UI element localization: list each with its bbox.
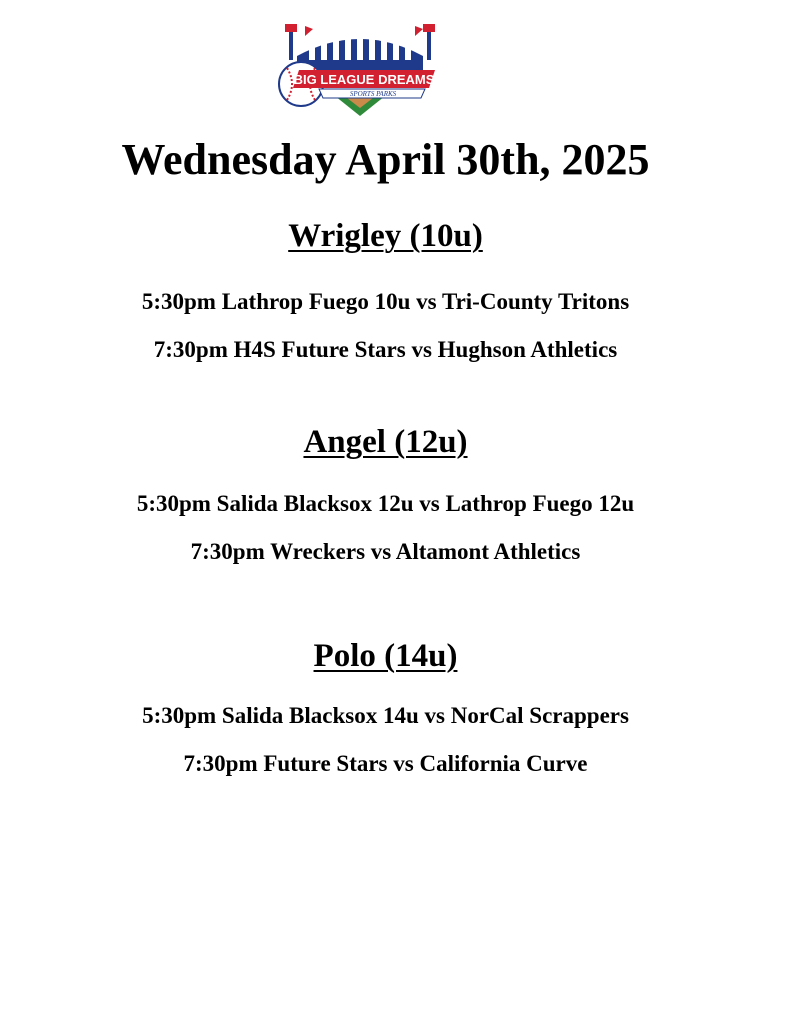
section-angel [0, 422, 771, 576]
game-list [0, 480, 771, 576]
section-wrigley [0, 216, 771, 374]
game-item: 7:30pm Wreckers vs Altamont Athletics [190, 539, 581, 564]
game-list [0, 692, 771, 788]
page-title: Wednesday April 30th, 2025 [121, 135, 650, 184]
big-league-dreams-logo [275, 12, 445, 124]
section-heading: Polo (14u) [313, 638, 458, 674]
logo-tagline: SPORTS PARKS [349, 90, 397, 98]
section-heading: Wrigley (10u) [288, 218, 483, 254]
game-list [0, 278, 771, 374]
game-item: 5:30pm Salida Blacksox 14u vs NorCal Scrappers [142, 703, 629, 728]
game-item: 5:30pm Salida Blacksox 12u vs Lathrop Fuego 12u [136, 491, 635, 516]
logo-wordmark: BIG LEAGUE DREAMS [293, 72, 435, 87]
game-item: 5:30pm Lathrop Fuego 10u vs Tri-County Tritons [141, 289, 630, 314]
section-heading: Angel (12u) [303, 424, 468, 460]
section-polo [0, 636, 771, 788]
game-item: 7:30pm Future Stars vs California Curve [183, 751, 588, 776]
game-item: 7:30pm H4S Future Stars vs Hughson Athletics [153, 337, 618, 362]
